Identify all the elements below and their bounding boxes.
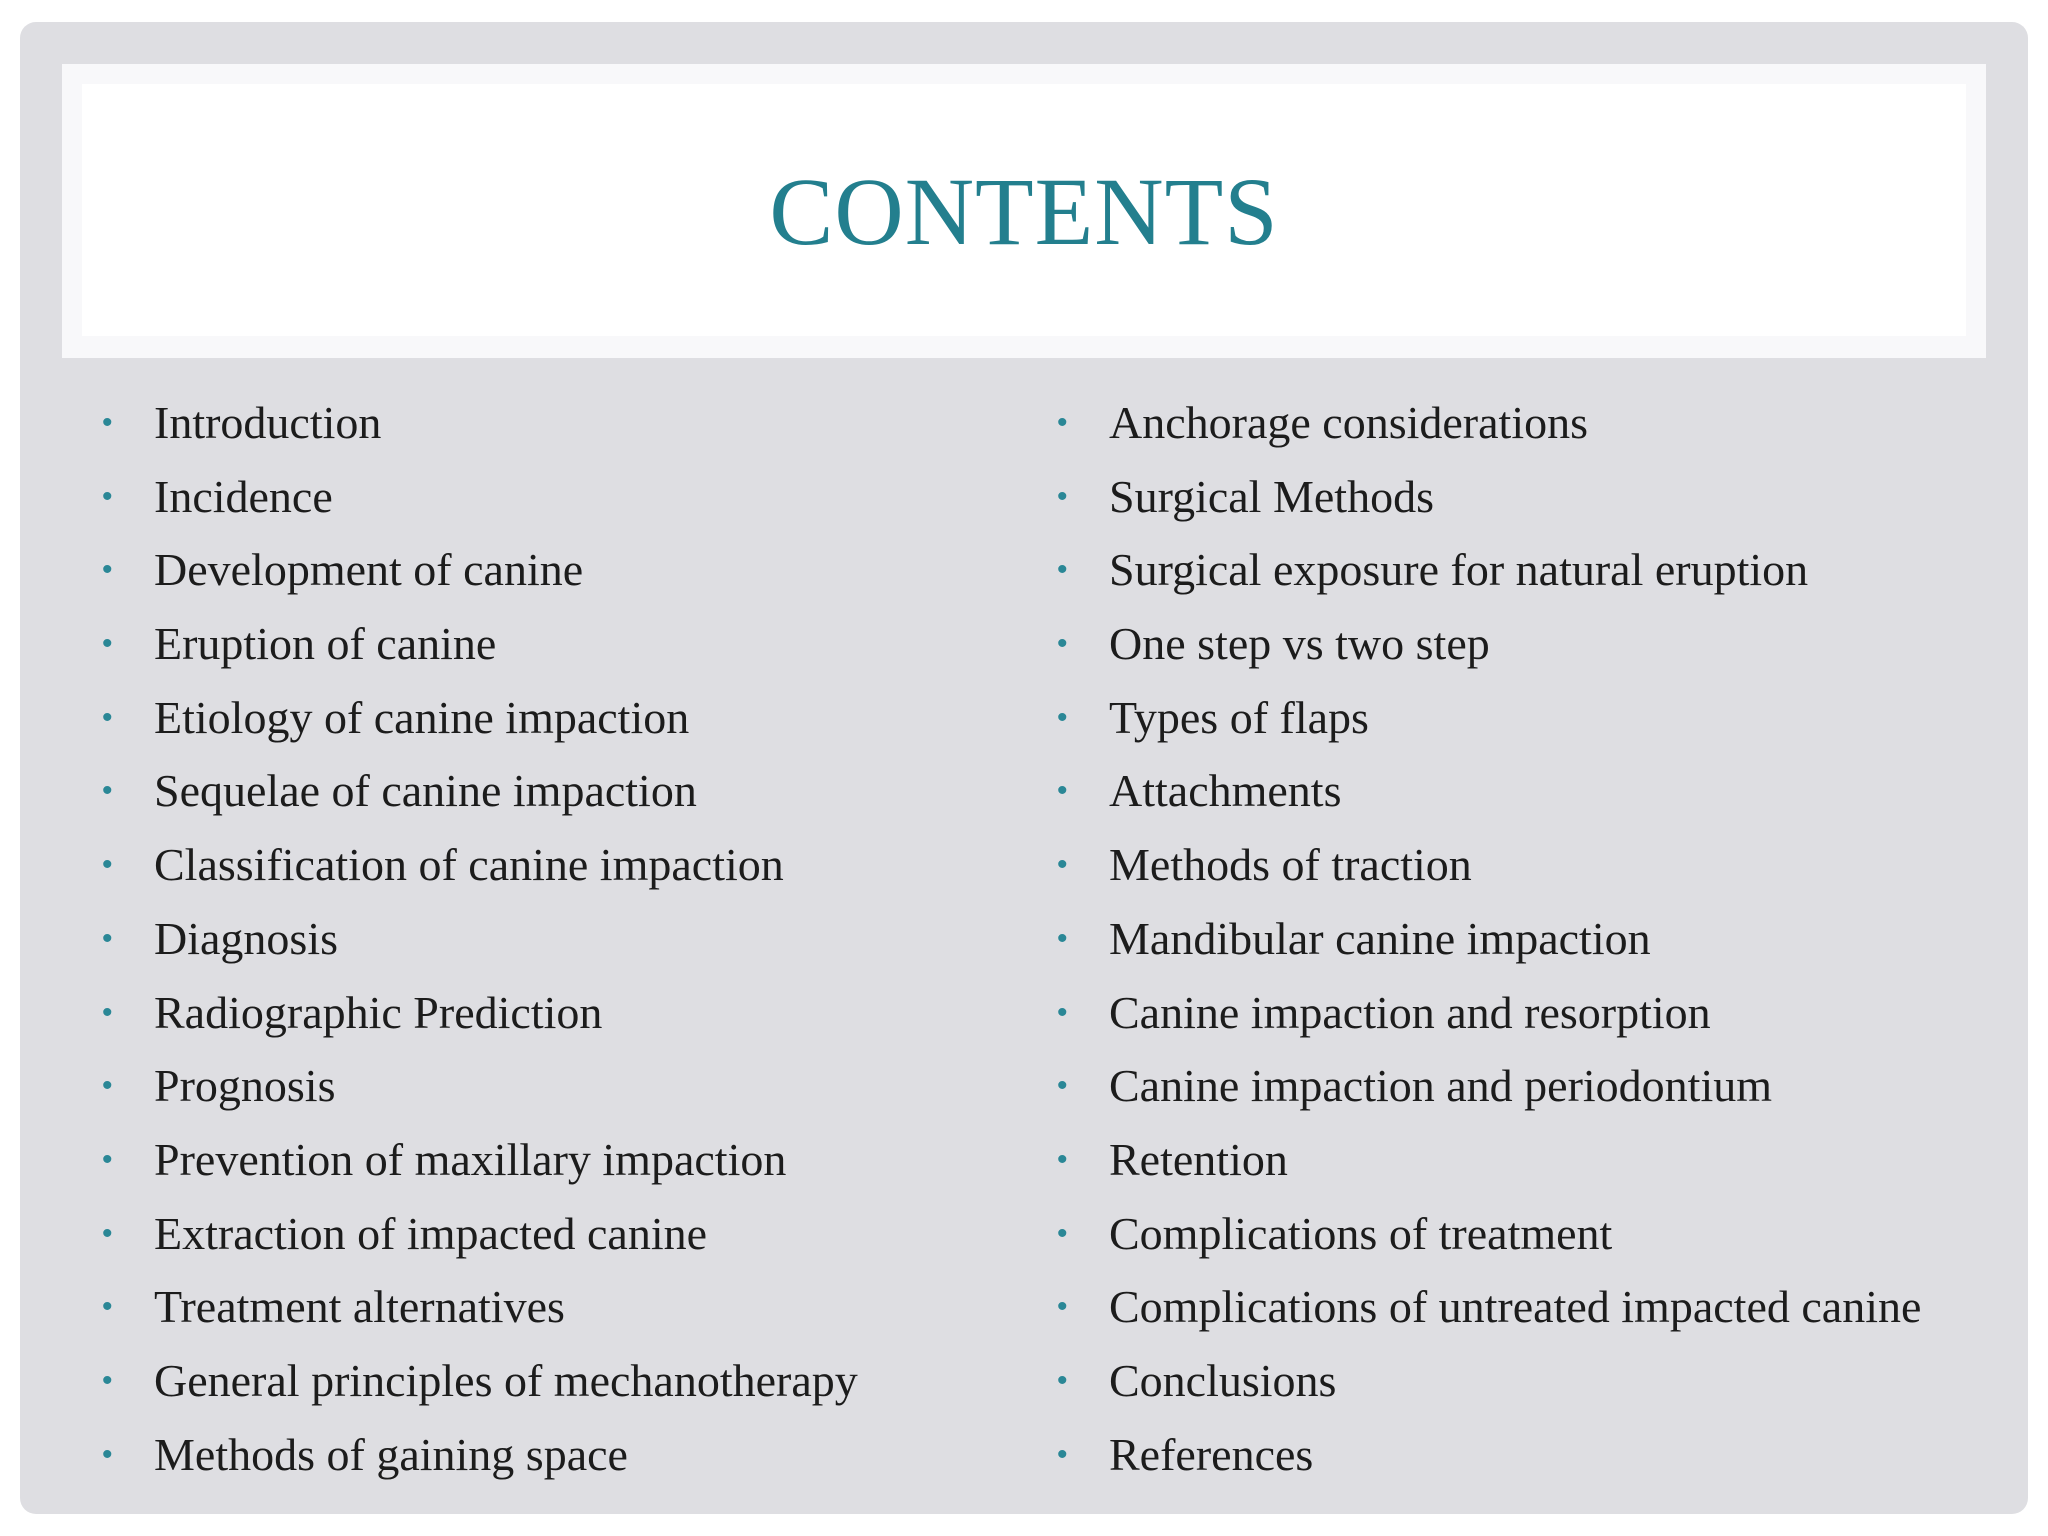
list-item: [102, 1283, 858, 1357]
list-item: [102, 620, 858, 694]
list-item: [1057, 767, 1921, 841]
list-item-label: Development of canine: [154, 544, 584, 596]
bullet-icon: •: [1057, 1290, 1068, 1324]
bullet-icon: •: [102, 1290, 113, 1324]
list-item: [1057, 1207, 1921, 1284]
list-item-label: Treatment alternatives: [154, 1281, 565, 1333]
bullet-icon: •: [1057, 1216, 1068, 1250]
slide: [20, 22, 2028, 1514]
list-item-label: Canine impaction and periodontium: [1109, 1060, 1773, 1112]
list-item: [102, 546, 858, 620]
list-item-label: Anchorage considerations: [1109, 397, 1589, 448]
slide-title: CONTENTS: [769, 158, 1279, 265]
list-item-label: Types of flaps: [1109, 691, 1369, 743]
list-item: [1057, 1062, 1921, 1136]
list-item-label: Retention: [1109, 1133, 1288, 1185]
list-item-label: Conclusions: [1109, 1354, 1337, 1406]
list-item: [1057, 1428, 1921, 1505]
bullet-icon: •: [1057, 1069, 1068, 1103]
list-item-label: Sequelae of canine impaction: [154, 765, 697, 817]
list-item: [102, 1428, 858, 1505]
list-item: [1057, 399, 1921, 473]
list-item: [1057, 1354, 1921, 1431]
list-item-label: One step vs two step: [1109, 618, 1490, 670]
contents-list-right: [1057, 399, 1921, 1504]
list-item: [102, 691, 858, 768]
list-item: [102, 1133, 858, 1210]
list-item-label: Classification of canine impaction: [154, 839, 784, 891]
list-item: [1057, 1133, 1921, 1210]
bullet-icon: •: [102, 1363, 113, 1397]
bullet-icon: •: [102, 627, 113, 661]
list-item: [102, 1354, 858, 1431]
list-item-label: Mandibular canine impaction: [1109, 912, 1651, 964]
list-item: [1057, 912, 1921, 989]
bullet-icon: •: [102, 995, 113, 1029]
list-item: [102, 986, 858, 1063]
bullet-icon: •: [1057, 700, 1068, 734]
list-item: [1057, 1283, 1921, 1357]
bullet-icon: •: [102, 553, 113, 587]
bullet-icon: •: [102, 1142, 113, 1176]
list-item-label: Attachments: [1109, 765, 1342, 817]
list-item-label: Prognosis: [154, 1060, 336, 1112]
list-item-label: References: [1109, 1428, 1314, 1480]
list-item: [102, 470, 858, 547]
list-item-label: Surgical exposure for natural eruption: [1109, 544, 1809, 596]
bullet-icon: •: [102, 1069, 113, 1103]
bullet-icon: •: [1057, 1437, 1068, 1471]
list-item-label: Etiology of canine impaction: [154, 691, 690, 743]
list-item: [102, 912, 858, 989]
bullet-icon: •: [1057, 1142, 1068, 1176]
list-item-label: Extraction of impacted canine: [154, 1207, 708, 1259]
list-item-label: Eruption of canine: [154, 618, 497, 670]
list-item: [102, 767, 858, 841]
bullet-icon: •: [1057, 479, 1068, 513]
list-item-label: Surgical Methods: [1109, 470, 1434, 522]
bullet-icon: •: [102, 921, 113, 955]
bullet-icon: •: [102, 1216, 113, 1250]
bullet-icon: •: [102, 774, 113, 808]
list-item-label: Incidence: [154, 470, 333, 522]
list-item: [1057, 691, 1921, 768]
bullet-icon: •: [1057, 627, 1068, 661]
bullet-icon: •: [102, 1437, 113, 1471]
list-item: [1057, 620, 1921, 694]
bullet-icon: •: [1057, 921, 1068, 955]
bullet-icon: •: [102, 848, 113, 882]
list-item-label: Canine impaction and resorption: [1109, 986, 1711, 1038]
bullet-icon: •: [1057, 553, 1068, 587]
list-item: [102, 1062, 858, 1136]
list-item-label: Diagnosis: [154, 912, 338, 964]
list-item-label: Prevention of maxillary impaction: [154, 1133, 787, 1185]
bullet-icon: •: [1057, 995, 1068, 1029]
contents-list-left: [102, 399, 858, 1504]
list-item: [1057, 841, 1921, 915]
list-item: [102, 1207, 858, 1284]
bullet-icon: •: [1057, 1363, 1068, 1397]
bullet-icon: •: [1057, 848, 1068, 882]
bullet-icon: •: [1057, 774, 1068, 808]
list-item-label: Complications of untreated impacted canine: [1109, 1281, 1922, 1333]
list-item-label: Methods of gaining space: [154, 1428, 628, 1480]
list-item: [1057, 986, 1921, 1063]
bullet-icon: •: [102, 700, 113, 734]
list-item-label: Complications of treatment: [1109, 1207, 1613, 1259]
list-item: [1057, 470, 1921, 547]
list-item-label: Introduction: [154, 397, 382, 448]
bullet-icon: •: [102, 406, 113, 439]
bullet-icon: •: [1057, 406, 1068, 439]
list-item-label: Methods of traction: [1109, 839, 1472, 891]
list-item: [102, 399, 858, 473]
list-item-label: General principles of mechanotherapy: [154, 1354, 858, 1406]
list-item: [102, 841, 858, 915]
list-item: [1057, 546, 1921, 620]
bullet-icon: •: [102, 479, 113, 513]
list-item-label: Radiographic Prediction: [154, 986, 603, 1038]
title-box: [82, 84, 1966, 336]
